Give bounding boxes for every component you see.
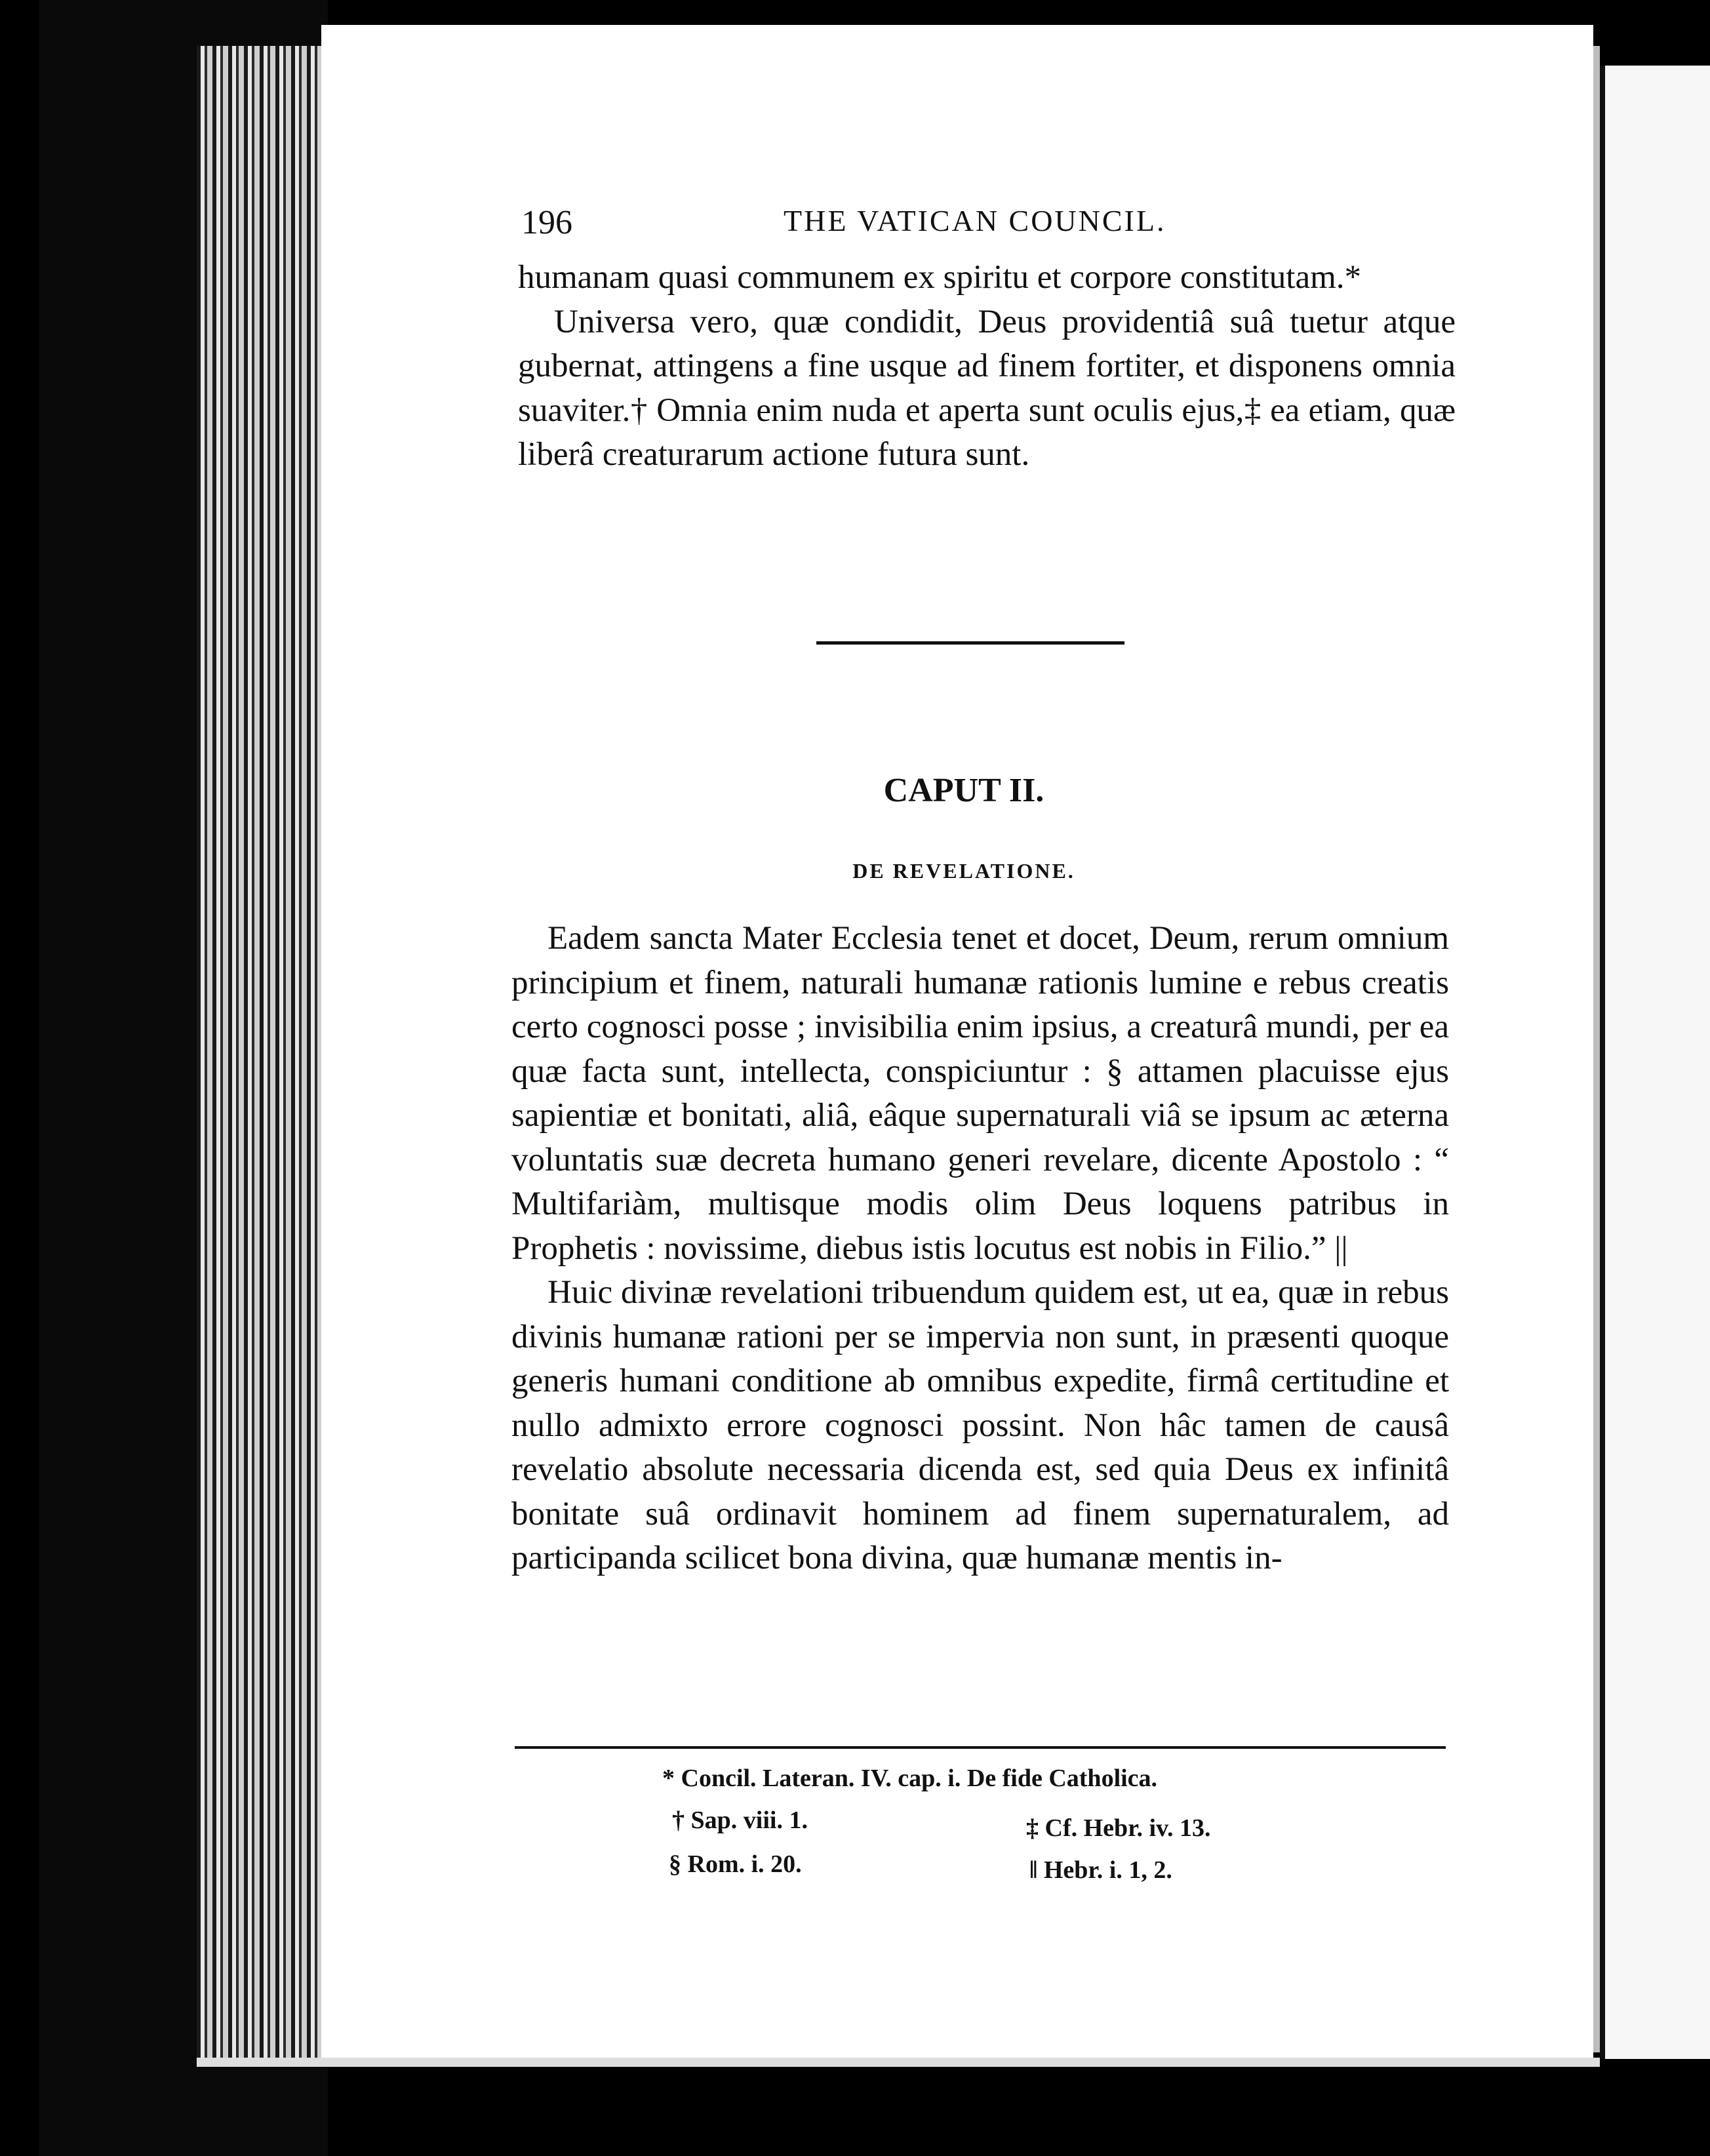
chapter-title: CAPUT II. bbox=[883, 772, 1044, 809]
paragraph: Eadem sancta Mater Ecclesia tenet et docet, Deum, rerum omnium principium et finem, naturali humanæ rationis lumine e rebus creatis certo cognosci posse ; invisibilia enim ipsius, a creaturâ mundi, per ea quæ facta sunt, intellecta, conspiciuntur : § attamen placuisse ejus sapientiæ et bonitati, aliâ, eâque supernaturali viâ se ipsum ac æterna voluntatis suæ decreta humano generi revelare, dicente Apostolo : “ Multifariàm, multisque modis olim Deus loquens patribus in Prophetis : novissime, diebus istis locutus est nobis in Filio.” || bbox=[511, 920, 1449, 1267]
book-page bbox=[321, 25, 1593, 2058]
section-divider-rule bbox=[816, 641, 1124, 645]
paragraph: Universa vero, quæ condidit, Deus providentiâ suâ tuetur atque gubernat, attingens a fine usque ad finem fortiter, et disponens omnia suaviter.† Omnia enim nuda et aperta sunt oculis ejus,‡ ea etiam, quæ liberâ creaturarum actione futura sunt. bbox=[518, 303, 1456, 473]
paragraph: humanam quasi communem ex spiritu et corpore constitutam.* bbox=[518, 259, 1362, 296]
footnote-separator-rule bbox=[515, 1746, 1446, 1749]
footnote: ‖ Hebr. i. 1, 2. bbox=[1029, 1856, 1172, 1884]
footnote: * Concil. Lateran. IV. cap. i. De fide Catholica. bbox=[662, 1765, 1158, 1792]
continued-text-block bbox=[518, 256, 1456, 477]
facing-page-fragment bbox=[1600, 66, 1710, 2059]
footnote: § Rom. i. 20. bbox=[669, 1850, 802, 1878]
footnote: † Sap. viii. 1. bbox=[672, 1807, 808, 1834]
paragraph: Huic divinæ revelationi tribuendum quidem est, ut ea, quæ in rebus divinis humanæ rationi per se impervia non sunt, in præsenti quoque generis humani conditione ab omnibus expedite, firmâ certitudine et nullo admixto errore cognosci possint. Non hâc tamen de causâ revelatio absolute necessaria dicenda est, sed quia Deus ex infinitâ bonitate suâ ordinavit hominem ad finem supernaturalem, ad participanda scilicet bona divina, quæ humanæ mentis in- bbox=[511, 1274, 1449, 1576]
page-bottom-edge bbox=[197, 2058, 1600, 2067]
running-title: THE VATICAN COUNCIL. bbox=[784, 204, 1166, 237]
page-number: 196 bbox=[521, 204, 572, 241]
chapter-subtitle: DE REVELATIONE. bbox=[852, 859, 1075, 883]
chapter-text-block bbox=[511, 917, 1449, 1581]
footnote: ‡ Cf. Hebr. iv. 13. bbox=[1026, 1814, 1211, 1842]
page-right-edge bbox=[1593, 46, 1600, 2052]
